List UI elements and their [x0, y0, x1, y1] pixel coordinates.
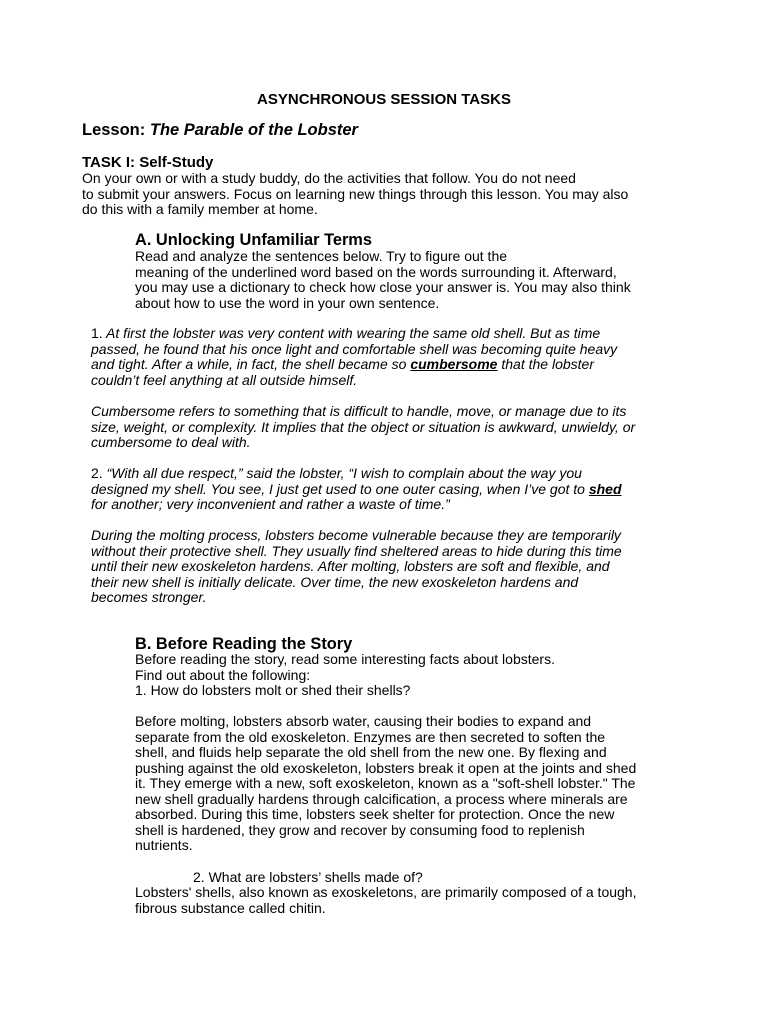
vocab-item-2 — [91, 466, 691, 513]
section-b-question-2: 2. What are lobsters’ shells made of? — [193, 869, 423, 885]
lesson-name: The Parable of the Lobster — [149, 121, 358, 139]
section-b-answer-1: Before molting, lobsters absorb water, causing their bodies to expand and separate from the old exoskeleton. Enzymes are then secreted to soften the shell, and fluids help separate the old shell from the new one. By flexing and pushing against the old exoskeleton, lobsters break it open at the joints and shed it. They emerge with a new, soft exoskeleton, known as a "soft-shell lobster." The new shell gradually hardens through calcification, a process where minerals are absorbed. During this time, lobsters seek shelter for protection. Once the new shell is hardened, they grow and recover by consuming food to replenish nutrients. — [135, 713, 637, 853]
lesson-label: Lesson: — [82, 121, 146, 139]
vocab-item-2-text-after: for another; very inconvenient and rather a waste of time.” — [91, 496, 450, 512]
vocab-item-2-keyword: shed — [588, 480, 622, 497]
document-title: ASYNCHRONOUS SESSION TASKS — [257, 91, 511, 108]
vocab-definition-1: Cumbersome refers to something that is difficult to handle, move, or manage due to its size, weight, or complexity. It implies that the object or situation is awkward, unwieldy, or cumbersome to deal with. — [91, 403, 636, 450]
vocab-item-2-number: 2. — [91, 465, 103, 481]
intro-paragraph: On your own or with a study buddy, do the activities that follow. You do not need to submit your answers. Focus on learning new things through this lesson. You may also do this with a family member at home. — [82, 170, 629, 217]
section-a-heading: A. Unlocking Unfamiliar Terms — [135, 231, 372, 249]
section-b-instructions: Before reading the story, read some interesting facts about lobsters. Find out about the following: 1. How do lobsters molt or shed their shells? — [135, 651, 555, 698]
section-b-heading: B. Before Reading the Story — [135, 635, 353, 653]
vocab-item-2-text-before: “With all due respect,” said the lobster, “I wish to complain about the way you designed my shell. You see, I just get used to one outer casing, when I’ve got to — [91, 465, 585, 497]
vocab-item-1-number: 1. — [91, 325, 103, 341]
vocab-definition-2: During the molting process, lobsters become vulnerable because they are temporarily without their protective shell. They usually find sheltered areas to hide during this time until their new exoskeleton hardens. After molting, lobsters are soft and flexible, and their new shell is initially delicate. Over time, the new exoskeleton hardens and becomes stronger. — [91, 527, 622, 605]
vocab-item-1 — [91, 326, 691, 388]
vocab-item-1-text-before: At first the lobster was very content with wearing the same old shell. But as time passed, he found that his once light and comfortable shell was becoming quite heavy and tight. After a while, in fact, the shell became so — [91, 325, 618, 372]
section-b-answer-2: Lobsters' shells, also known as exoskeletons, are primarily composed of a tough, fibrous substance called chitin. — [135, 884, 637, 916]
vocab-item-1-keyword: cumbersome — [410, 356, 498, 372]
vocab-item-1-text-after: that the lobster couldn’t feel anything at all outside himself. — [91, 356, 594, 388]
task-heading: TASK I: Self-Study — [82, 154, 214, 171]
section-a-instructions: Read and analyze the sentences below. Try to figure out the meaning of the underlined word based on the words surrounding it. Afterward, you may use a dictionary to check how close your answer is. You may also think about how to use the word in your own sentence. — [135, 248, 631, 311]
lesson-line — [82, 121, 358, 140]
